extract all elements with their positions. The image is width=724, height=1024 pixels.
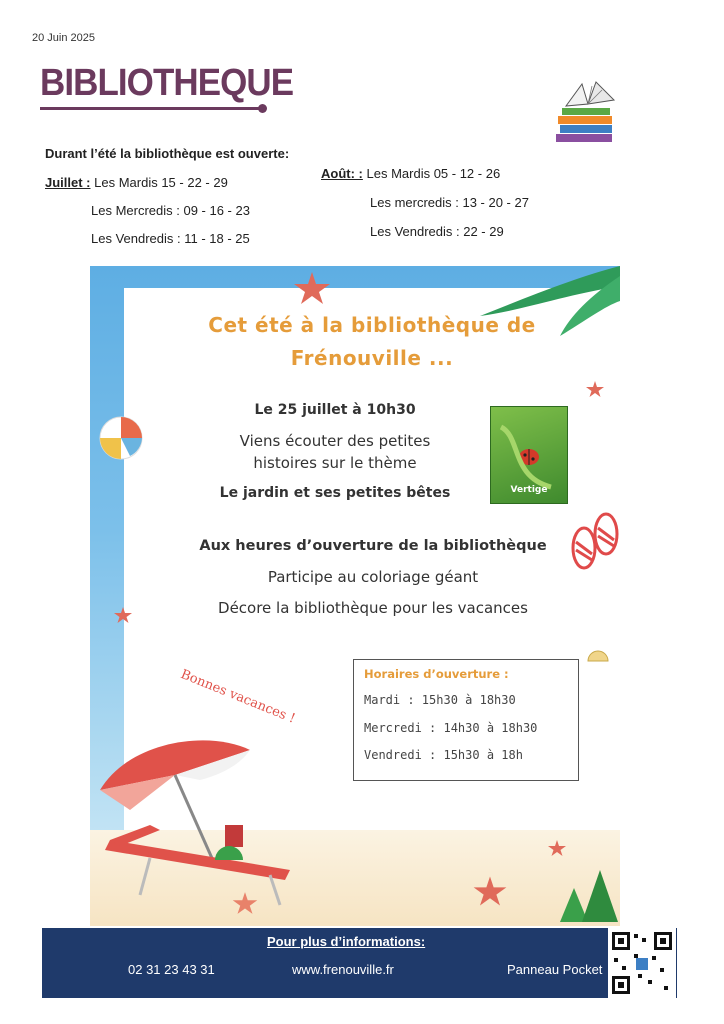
starfish-icon (290, 270, 334, 306)
footer-website[interactable]: www.frenouville.fr (292, 962, 394, 977)
july-tuesdays: Les Mardis 15 - 22 - 29 (94, 175, 228, 190)
story-line1: Viens écouter des petites (239, 432, 431, 450)
july-fridays: Les Vendredis : 11 - 18 - 25 (91, 231, 250, 246)
seashell-icon (586, 643, 610, 663)
august-tuesdays: Les Mardis 05 - 12 - 26 (366, 166, 501, 181)
activity-coloring: Participe au coloriage géant (267, 568, 479, 586)
schedule-intro: Durant l’été la bibliothèque est ouverte: (45, 146, 290, 161)
footer-phone: 02 31 23 43 31 (128, 962, 215, 977)
beach-umbrella-chair-icon (90, 730, 310, 910)
august-wednesdays: Les mercredis : 13 - 20 - 27 (370, 195, 529, 210)
story-theme: Le jardin et ses petites bêtes (219, 485, 451, 501)
starfish-left-icon (112, 604, 134, 626)
poster-heading-line2: Frénouville ... (290, 346, 454, 370)
july-label: Juillet : (45, 175, 91, 190)
book-title: Vertige (510, 485, 548, 495)
title-underline-dot (258, 104, 267, 113)
starfish-bottom-icon (470, 874, 510, 908)
starfish-right-icon (546, 838, 568, 858)
hours-friday: Vendredi : 15h30 à 18h (364, 748, 523, 762)
hours-title: Horaires d’ouverture : (364, 667, 509, 681)
footer-panneau-pocket: Panneau Pocket (507, 962, 603, 977)
opening-hours-box (353, 659, 579, 781)
july-schedule (45, 175, 228, 190)
story-line2: histoires sur le thème (253, 454, 417, 472)
book-cover-image (490, 406, 568, 504)
poster-heading-line1: Cet été à la bibliothèque de (208, 313, 536, 337)
august-fridays: Les Vendredis : 22 - 29 (370, 224, 504, 239)
beach-grass-icon (560, 870, 618, 922)
august-label: Août: : (321, 166, 363, 181)
bonnes-vacances-text: Bonnes vacances ! (178, 667, 298, 727)
hours-tuesday: Mardi : 15h30 à 18h30 (364, 693, 516, 707)
july-wednesdays: Les Mercredis : 09 - 16 - 23 (91, 203, 250, 218)
footer-info-label: Pour plus d’informations: (267, 934, 426, 949)
footer-bar (42, 928, 677, 998)
page-title: BIBLIOTHEQUE (40, 62, 294, 104)
activity-decorate: Décore la bibliothèque pour les vacances (218, 599, 528, 617)
title-underline (40, 107, 262, 110)
books-icon (552, 78, 622, 148)
document-date: 20 Juin 2025 (32, 32, 95, 44)
starfish-sand-icon (230, 890, 260, 916)
august-schedule (321, 166, 500, 181)
hours-wednesday: Mercredi : 14h30 à 18h30 (364, 721, 538, 735)
beach-ball-icon (95, 414, 147, 462)
qr-code-icon[interactable] (608, 928, 676, 998)
event-date: Le 25 juillet à 10h30 (254, 402, 416, 418)
small-starfish-icon (584, 378, 606, 400)
activities-title: Aux heures d’ouverture de la bibliothèque (199, 538, 547, 554)
